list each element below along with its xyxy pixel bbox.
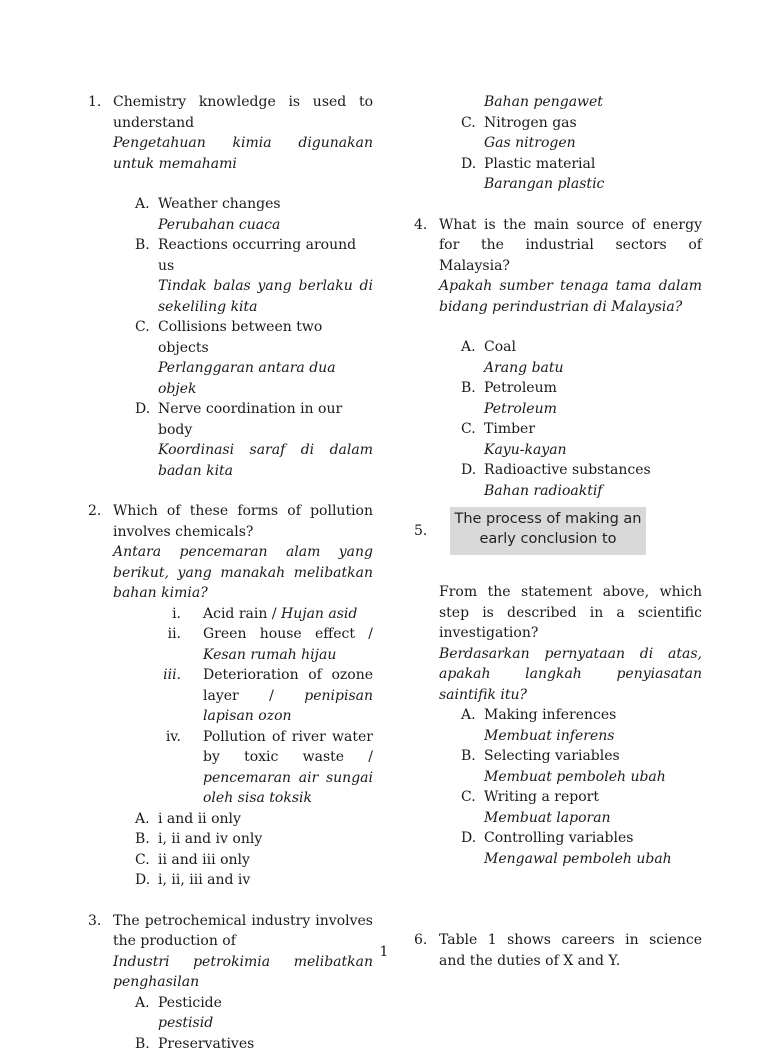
option-d <box>135 399 373 481</box>
option-letter: A. <box>461 337 476 358</box>
option-letter: D. <box>461 460 476 481</box>
option-text-ms: Bahan pengawet <box>484 92 702 113</box>
question-number: 4. <box>414 215 427 236</box>
option-text-en: Preservatives <box>158 1034 373 1054</box>
option-a <box>135 993 373 1034</box>
option-c <box>135 850 373 871</box>
option-text-ms: Barangan plastic <box>484 174 702 195</box>
option-text-en: Making inferences <box>484 705 702 726</box>
option-a <box>135 809 373 830</box>
question-3-continued <box>414 92 702 195</box>
option-c <box>461 113 702 154</box>
question-text-ms: Pengetahuan kimia digunakan untuk memahami <box>113 133 373 174</box>
option-text: i, ii, iii and iv <box>158 870 373 891</box>
question-text-en: The petrochemical industry involves the production of <box>113 911 373 952</box>
option-letter: A. <box>135 993 150 1014</box>
statement-number: iii. <box>113 665 181 686</box>
question-text-ms: Industri petrokimia melibatkan penghasilan <box>113 952 373 993</box>
option-letter: D. <box>461 154 476 175</box>
option-text-ms: Koordinasi saraf di dalam badan kita <box>158 440 373 481</box>
question-text-ms: Antara pencemaran alam yang berikut, yang manakah melibatkan bahan kimia? <box>113 542 373 604</box>
question-text-en: Table 1 shows careers in science and the duties of X and Y. <box>439 930 702 971</box>
option-d <box>135 870 373 891</box>
statement-iii <box>113 665 373 727</box>
option-letter: B. <box>135 829 150 850</box>
option-text-ms: Perubahan cuaca <box>158 215 373 236</box>
option-c <box>461 419 702 460</box>
question-text-ms: Berdasarkan pernyataan di atas, apakah langkah penyiasatan saintifik itu? <box>439 644 702 706</box>
statement-text-en: Green house effect / <box>203 626 373 642</box>
option-text-en: Radioactive substances <box>484 460 702 481</box>
option-letter: B. <box>135 1034 150 1054</box>
statement-text-en: Pollution of river water by toxic waste / <box>203 729 373 766</box>
statement-text-ms: penipisan lapisan ozon <box>203 688 373 725</box>
option-text-en: Nitrogen gas <box>484 113 702 134</box>
option-letter: C. <box>461 419 476 440</box>
option-text: i, ii and iv only <box>158 829 373 850</box>
option-text-ms: pestisid <box>158 1013 373 1034</box>
option-text-ms: Mengawal pemboleh ubah <box>484 849 702 870</box>
statement-number: ii. <box>113 624 181 645</box>
statement-number: i. <box>113 604 181 625</box>
option-text-en: Petroleum <box>484 378 702 399</box>
option-b <box>135 1034 373 1054</box>
option-c <box>135 317 373 399</box>
page-number: 1 <box>0 942 768 963</box>
option-text-ms: Arang batu <box>484 358 702 379</box>
question-text-en: Which of these forms of pollution involves chemicals? <box>113 501 373 542</box>
option-text-en: Nerve coordination in our body <box>158 399 373 440</box>
question-number: 5. <box>414 521 427 542</box>
option-letter: B. <box>135 235 150 256</box>
option-letter: C. <box>461 113 476 134</box>
option-a <box>135 194 373 235</box>
option-letter: B. <box>461 746 476 767</box>
question-text-ms: Apakah sumber tenaga tama dalam bidang perindustrian di Malaysia? <box>439 276 702 317</box>
option-letter: A. <box>461 705 476 726</box>
question-text-en: From the statement above, which step is described in a scientific investigation? <box>439 582 702 644</box>
option-text-en: Writing a report <box>484 787 702 808</box>
statement-text-ms: Kesan rumah hijau <box>203 647 336 663</box>
statement-box: The process of making an early conclusion to <box>450 507 646 555</box>
statement-number: iv. <box>113 727 181 748</box>
statement-text-en: Deterioration of ozone layer / <box>203 667 373 704</box>
option-text-en: Timber <box>484 419 702 440</box>
option-b <box>135 829 373 850</box>
question-5 <box>414 521 702 869</box>
option-text-ms: Petroleum <box>484 399 702 420</box>
question-text-en: Chemistry knowledge is used to understand <box>113 92 373 133</box>
question-text-en: What is the main source of energy for the industrial sectors of Malaysia? <box>439 215 702 277</box>
question-number: 3. <box>88 911 101 932</box>
option-text-en: Selecting variables <box>484 746 702 767</box>
statement-i <box>113 604 373 625</box>
option-letter: D. <box>135 870 150 891</box>
option-letter: C. <box>135 317 150 338</box>
option-text-en: Weather changes <box>158 194 373 215</box>
option-d <box>461 460 702 501</box>
question-number: 6. <box>414 930 427 951</box>
question-number: 1. <box>88 92 101 113</box>
option-text-en: Coal <box>484 337 702 358</box>
question-3 <box>88 911 373 1054</box>
option-b <box>135 235 373 317</box>
option-b <box>461 378 702 419</box>
statement-iv <box>113 727 373 809</box>
left-column <box>88 92 373 1054</box>
option-text-ms: Bahan radioaktif <box>484 481 702 502</box>
option-d <box>461 154 702 195</box>
option-b-continued <box>461 92 702 113</box>
option-text: ii and iii only <box>158 850 373 871</box>
statement-text-en: Acid rain / <box>203 606 281 622</box>
option-text-en: Controlling variables <box>484 828 702 849</box>
option-letter: A. <box>135 809 150 830</box>
option-text-ms: Perlanggaran antara dua objek <box>158 358 373 399</box>
option-letter: D. <box>135 399 150 420</box>
option-letter: D. <box>461 828 476 849</box>
question-1 <box>88 92 373 481</box>
statement-text-ms: pencemaran air sungai oleh sisa toksik <box>203 770 373 807</box>
question-4 <box>414 215 702 502</box>
option-text-ms: Tindak balas yang berlaku di sekeliling kita <box>158 276 373 317</box>
option-text-en: Collisions between two objects <box>158 317 373 358</box>
option-a <box>461 705 702 746</box>
option-text-ms: Gas nitrogen <box>484 133 702 154</box>
option-text: i and ii only <box>158 809 373 830</box>
option-text-ms: Membuat inferens <box>484 726 702 747</box>
option-text-ms: Membuat laporan <box>484 808 702 829</box>
option-letter: C. <box>135 850 150 871</box>
option-d <box>461 828 702 869</box>
option-a <box>461 337 702 378</box>
statement-text-ms: Hujan asid <box>281 606 357 622</box>
option-letter: B. <box>461 378 476 399</box>
statement-ii <box>113 624 373 665</box>
option-b <box>461 746 702 787</box>
option-text-en: Reactions occurring around us <box>158 235 373 276</box>
question-2 <box>88 501 373 891</box>
option-text-ms: Membuat pemboleh ubah <box>484 767 702 788</box>
option-text-en: Pesticide <box>158 993 373 1014</box>
question-number: 2. <box>88 501 101 522</box>
option-text-ms: Kayu-kayan <box>484 440 702 461</box>
option-letter: C. <box>461 787 476 808</box>
option-c <box>461 787 702 828</box>
option-text-en: Plastic material <box>484 154 702 175</box>
option-letter: A. <box>135 194 150 215</box>
